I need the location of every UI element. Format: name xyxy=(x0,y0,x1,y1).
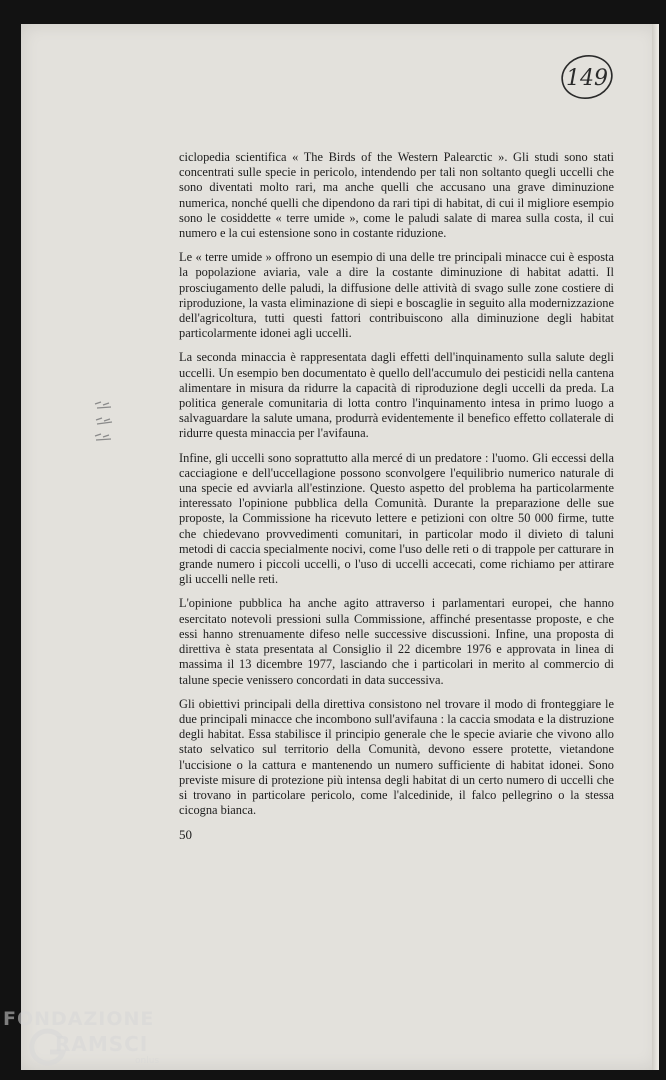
page-edge xyxy=(652,24,659,1070)
margin-pencil-marks xyxy=(93,400,117,446)
paragraph: Gli obiettivi principali della direttiva consistono nel trovare il modo di fronteggiare le due principali minacce che incombono sull'avifauna : la caccia smodata e la distruzione degli habitat. Essa stabilisce il principio generale che le specie aviarie che vivono allo stato selvatico sul territorio della Comunità, devono essere protette, vietandone l'uccisione o la cattura e mantenendo un numero sufficiente di habitat idonei. Sono previste misure di protezione più intensa degli habitat di un certo numero di uccelli che si trovano in particolare pericolo, come l'alcedinide, il falco pellegrino o la stessa cicogna bianca. xyxy=(179,696,614,818)
handwritten-circle-icon xyxy=(559,52,615,102)
watermark-line2: RAMSCI xyxy=(55,1032,149,1056)
paragraph: ciclopedia scientifica « The Birds of the Western Palearctic ». Gli studi sono stati concentrati sulle specie in pericolo, intendendo per tali non soltanto quegli uccelli che sono diventati molto rari, ma anche quelli che accusano una grave diminuzione numerica, nonché quelli che dipendono da rari tipi di habitat, di cui il migliore esempio sono le cosiddette « terre umide », come le paludi salate di marea sulla costa, il cui numero e la cui estensione sono in costante riduzione. xyxy=(179,150,614,241)
watermark-logo xyxy=(0,1002,200,1078)
paragraph: Le « terre umide » offrono un esempio di una delle tre principali minacce cui è esposta la popolazione aviaria, vale a dire la costante diminuzione di habitat adatti. Il prosciugamento delle paludi, la diffusione delle attività di svago sulle zone costiere di riproduzione, la vasta eliminazione di siepi e boscaglie in seguito alla modernizzazione dell'agricoltura, tutti questi fattori contribuiscono alla diminuzione degli habitat particolarmente idonei agli uccelli. xyxy=(179,250,614,341)
article-text xyxy=(179,150,614,827)
page-number: 50 xyxy=(179,827,192,842)
watermark-line1: FONDAZIONE xyxy=(3,1008,155,1030)
paragraph: Infine, gli uccelli sono soprattutto alla mercé di un predatore : l'uomo. Gli eccessi della cacciagione e dell'uccellagione possono sconvolgere l'equilibrio numerico naturale di una specie ed avviarla all'estinzione. Questo aspetto del problema ha particolarmente interessato l'opinione pubblica della Comunità. Durante la preparazione delle sue proposte, la Commissione ha ricevuto lettere e petizioni con oltre 50 000 firme, tutte che chiedevano provvedimenti comunitari, in particolar modo il divieto di taluni metodi di caccia specialmente nocivi, come l'uso delle reti o di trappole per catturare in grande numero i piccoli uccelli, o l'uso di uccelli accecati, come richiamo per attirare gli uccelli nelle reti. xyxy=(179,450,614,587)
paragraph: L'opinione pubblica ha anche agito attraverso i parlamentari europei, che hanno esercitato notevoli pressioni sulla Commissione, affinché presentasse proposte, e che essi hanno strenuamente difeso nelle successive discussioni. Infine, una proposta di direttiva è stata presentata al Consiglio il 22 dicembre 1976 e approvata in linea di massima il 13 dicembre 1977, lasciando che i particolari in merito al commercio di talune specie venissero concordati in data successiva. xyxy=(179,596,614,687)
handwritten-page-annotation xyxy=(559,52,615,102)
handwritten-number: 149 xyxy=(566,66,608,91)
watermark-sub: onlus xyxy=(135,1056,160,1066)
paragraph: La seconda minaccia è rappresentata dagli effetti dell'inquinamento sulla salute degli uccelli. Un esempio ben documentato è quello dell'accumulo dei pesticidi nella cantena alimentare in misura da ridurre la capacità di riproduzione degli uccelli da preda. La politica generale comunitaria di lotta contro l'inquinamento intesa in primo luogo a salvaguardare la salute umana, produrrà evidentemente il benefico effetto collaterale di ridurre questa minaccia per l'avifauna. xyxy=(179,350,614,441)
